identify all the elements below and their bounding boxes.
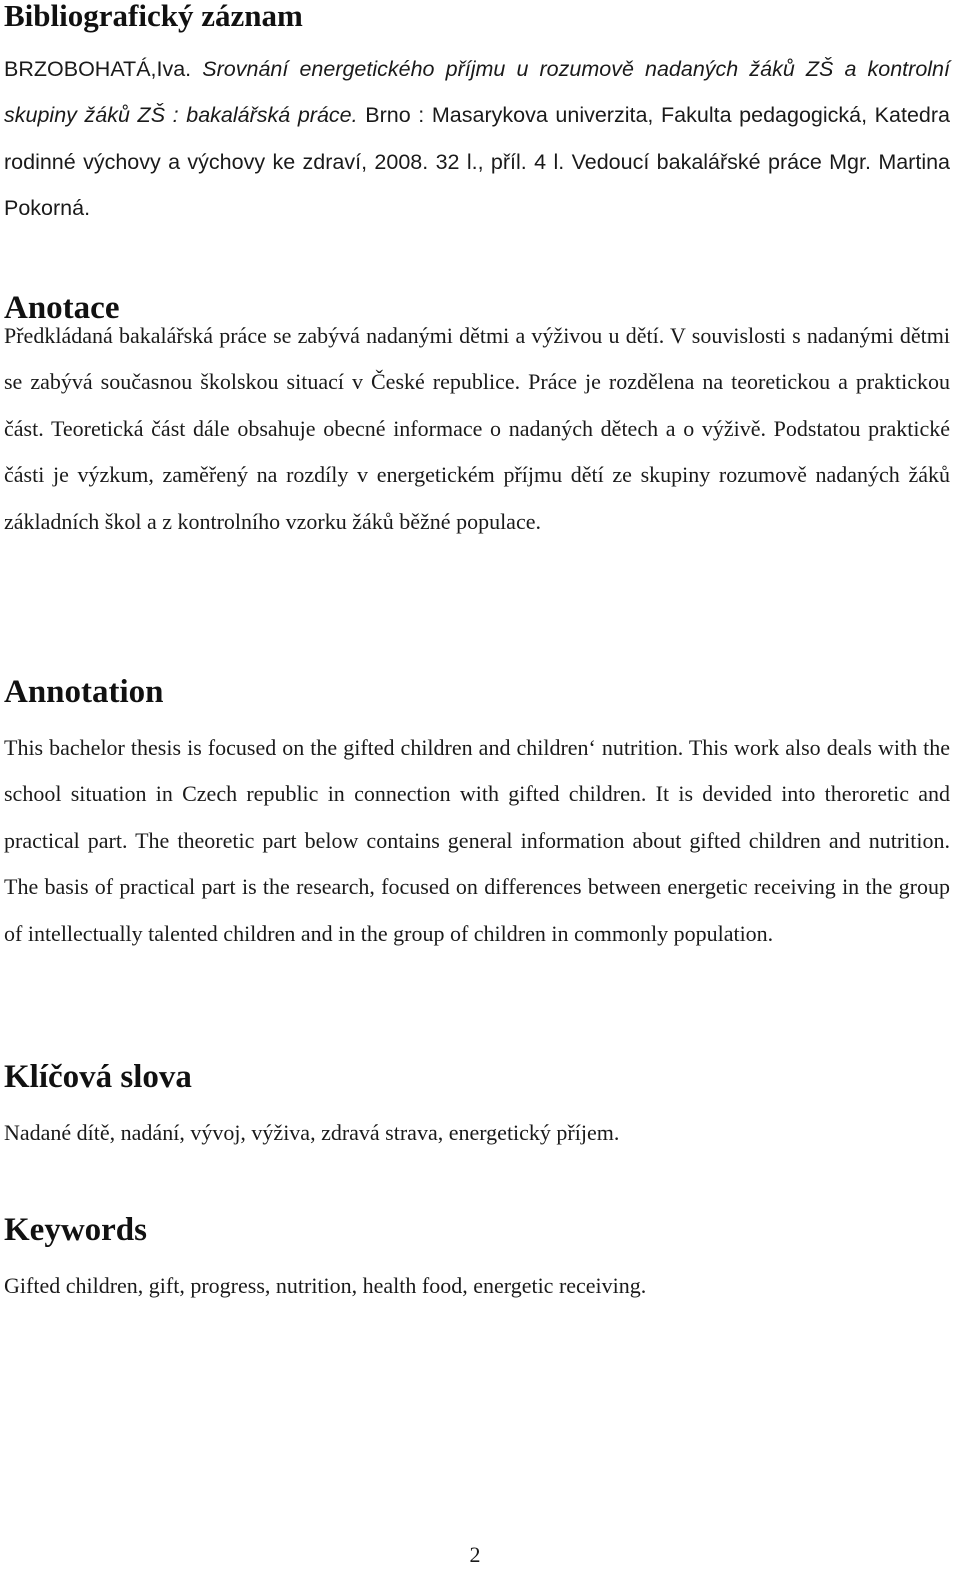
bibliographic-record-heading: Bibliografický záznam — [4, 0, 303, 33]
anotace-heading: Anotace — [4, 290, 120, 326]
klicova-slova-heading: Klíčová slova — [4, 1059, 192, 1095]
anotace-text: Předkládaná bakalářská práce se zabývá nadanými dětmi a výživou u dětí. V souvislosti s nadanými dětmi se zabývá současnou školskou situací v České republice. Práce je rozdělena na teoretickou a praktickou část. Teoretická část dále obsahuje obecné informace o nadaných dětech a o výživě. Podstatou praktické části je výzkum, zaměřený na rozdíly v energetickém příjmu dětí ze skupiny rozumově nadaných žáků základních škol a z kontrolního vzorku žáků běžné populace. — [4, 323, 950, 534]
keywords-text: Gifted children, gift, progress, nutrition, health food, energetic receiving. — [4, 1273, 647, 1298]
bibliographic-publication: Brno : Masarykova univerzita, Fakulta pedagogická, Katedra rodinné výchovy a výchovy ke zdraví, 2008. 32 l., příl. 4 l. — [4, 103, 950, 174]
keywords-heading: Keywords — [4, 1212, 147, 1248]
bibliographic-title: Srovnání energetického příjmu u rozumově nadaných žáků ZŠ a kontrolní skupiny žáků ZŠ : bakalářská práce. — [4, 57, 950, 128]
annotation-text: This bachelor thesis is focused on the gifted children and children‘ nutrition. This work also deals with the school situation in Czech republic in connection with gifted children. It is devided into theroretic and practical part. The theoretic part below contains general information about gifted children and nutrition. The basis of practical part is the research, focused on differences between energetic receiving in the group of intellectually talented children and in the group of children in commonly population. — [4, 735, 950, 946]
bibliographic-author: BRZOBOHATÁ,Iva. — [4, 57, 192, 81]
bibliographic-record-text — [4, 46, 950, 232]
annotation-heading: Annotation — [4, 674, 164, 710]
page-number: 2 — [469, 1542, 481, 1567]
bibliographic-supervisor: Vedoucí bakalářské práce Mgr. Martina Pokorná. — [4, 149, 951, 221]
klicova-slova-text: Nadané dítě, nadání, vývoj, výživa, zdravá strava, energetický příjem. — [4, 1120, 620, 1145]
